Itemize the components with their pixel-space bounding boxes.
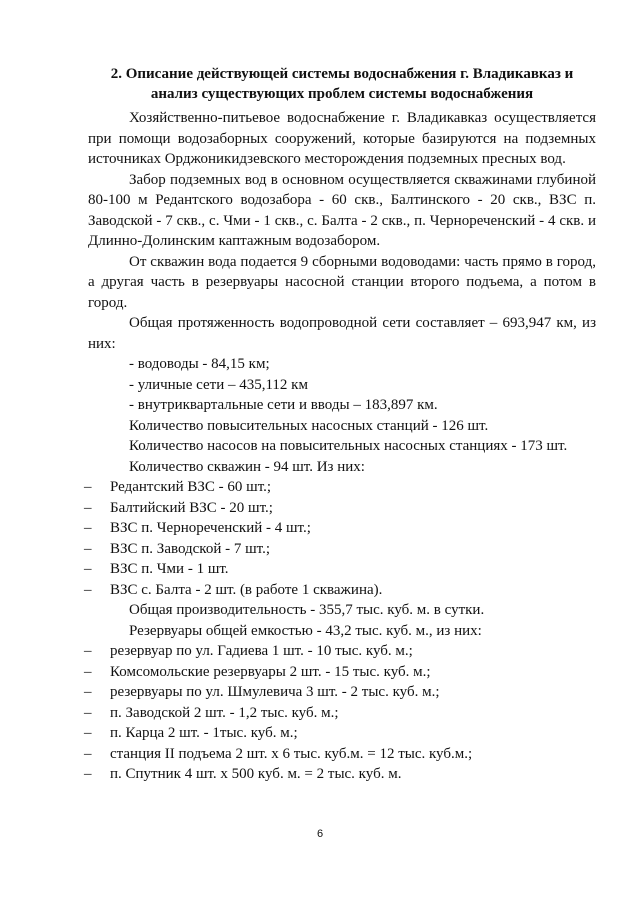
dash-bullet: – — [84, 745, 92, 762]
network-item: - внутриквартальные сети и вводы – 183,897 км. — [129, 397, 438, 413]
list-item — [84, 744, 596, 765]
list-item-text: Редантский ВЗС - 60 шт.; — [110, 479, 272, 495]
list-item — [84, 723, 596, 744]
dash-bullet: – — [84, 725, 92, 741]
list-item — [84, 518, 596, 539]
list-item — [84, 641, 596, 662]
network-item: - уличные сети – 435,112 км — [129, 376, 308, 393]
dash-bullet: – — [84, 499, 92, 516]
list-item — [84, 498, 596, 519]
section-body — [84, 108, 596, 785]
list-item — [84, 662, 596, 683]
stat-line: Количество скважин - 94 шт. Из них: — [129, 458, 365, 475]
list-item — [84, 477, 596, 498]
list-item-text: ВЗС п. Заводской - 7 шт.; — [110, 540, 271, 557]
list-item-text: Балтийский ВЗС - 20 шт.; — [110, 499, 273, 516]
list-item-text: ВЗС п. Чернореченский - 4 шт.; — [110, 520, 311, 536]
wells-list — [84, 477, 596, 600]
list-item — [84, 539, 596, 560]
list-item-text: ВЗС с. Балта - 2 шт. (в работе 1 скважина). — [110, 581, 383, 598]
list-item — [84, 580, 596, 601]
capacity-line: Резервуары общей емкостью - 43,2 тыс. куб. м., из них: — [129, 622, 482, 639]
dash-bullet: – — [84, 561, 92, 577]
list-item-text: п. Заводской 2 шт. - 1,2 тыс. куб. м.; — [110, 704, 339, 721]
list-item — [84, 559, 596, 580]
paragraph-network-length: Общая протяженность водопроводной сети составляет – 693,947 км, из них: — [88, 315, 596, 352]
page-number: 6 — [316, 828, 324, 840]
dash-bullet: – — [84, 766, 92, 782]
paragraph-water-intake: Забор подземных вод в основном осуществляется скважинами глубиной 80-100 м Редантского водозабора - 60 скв., Балтинского - 20 скв., ВЗС п. Заводской - 7 скв., с. Чми - 1 скв., с. Балта - 2 скв., п. Чернореченский - 4 скв. и Длинно-Долинским каптажным водозабором. — [88, 171, 596, 249]
section-heading: 2. Описание действующей системы водоснабжения г. Владикавказ и анализ существующих проблем системы водоснабжения — [110, 66, 574, 102]
network-item: - водоводы - 84,15 км; — [129, 356, 270, 372]
dash-bullet: – — [84, 540, 92, 557]
paragraph-water-supply: От скважин вода подается 9 сборными водоводами: часть прямо в город, а другая часть в резервуары насосной станции второго подъема, а потом в город. — [88, 253, 596, 311]
dash-bullet: – — [84, 479, 92, 495]
list-item-text: станция II подъема 2 шт. х 6 тыс. куб.м. = 12 тыс. куб.м.; — [110, 745, 473, 762]
list-item — [84, 682, 596, 703]
capacity-line: Общая производительность - 355,7 тыс. куб. м. в сутки. — [129, 602, 485, 618]
stat-line: Количество насосов на повысительных насосных станциях - 173 шт. — [129, 438, 568, 454]
list-item — [84, 703, 596, 724]
stat-line: Количество повысительных насосных станций - 126 шт. — [129, 417, 489, 434]
dash-bullet: – — [84, 684, 92, 700]
reservoirs-list — [84, 641, 596, 785]
dash-bullet: – — [84, 581, 92, 598]
dash-bullet: – — [84, 520, 92, 536]
list-item-text: ВЗС п. Чми - 1 шт. — [110, 561, 229, 577]
list-item-text: резервуар по ул. Гадиева 1 шт. - 10 тыс. куб. м.; — [110, 643, 413, 659]
list-item-text: п. Спутник 4 шт. х 500 куб. м. = 2 тыс. куб. м. — [110, 766, 402, 782]
list-item — [84, 764, 596, 785]
paragraph-intro: Хозяйственно-питьевое водоснабжение г. Владикавказ осуществляется при помощи водозаборных сооружений, которые базируются на подземных источниках Орджоникидзевского месторождения подземных пресных вод. — [88, 110, 596, 167]
dash-bullet: – — [84, 663, 92, 680]
dash-bullet: – — [84, 643, 92, 659]
list-item-text: резервуары по ул. Шмулевича 3 шт. - 2 тыс. куб. м.; — [110, 684, 440, 700]
list-item-text: Комсомольские резервуары 2 шт. - 15 тыс. куб. м.; — [110, 663, 431, 680]
dash-bullet: – — [84, 704, 92, 721]
list-item-text: п. Карца 2 шт. - 1тыс. куб. м.; — [110, 725, 298, 741]
